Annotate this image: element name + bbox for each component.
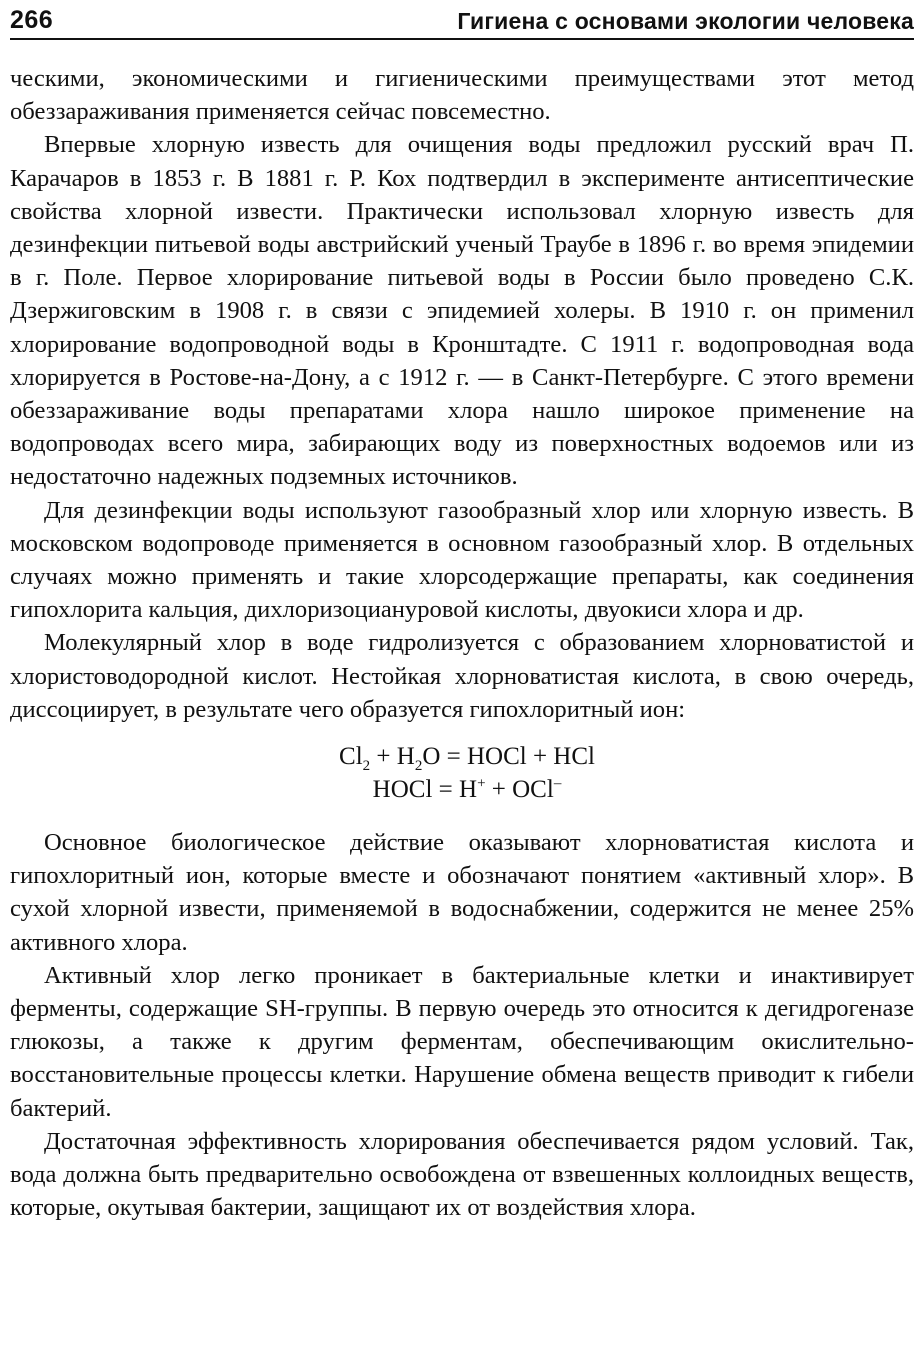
paragraph-history: Впервые хлорную известь для очищения воды предложил русский врач П. Карачаров в 1853 г. В 1881 г. Р. Кох подтвердил в эксперименте антисептические свойства хлорной извести. Практически использовал хлорную известь для дезинфекции питьевой воды австрийский ученый Траубе в 1896 г. во время эпидемии в г. Поле. Первое хлорирование питьевой воды в России было проведено С.К. Дзержиговским в 1908 г. в связи с эпидемией холеры. В 1910 г. он применил хлорирование водопроводной воды в Кронштадте. С 1911 г. водопроводная вода хлорируется в Ростове-на-Дону, а с 1912 г. — в Санкт-Петербурге. С этого времени обеззараживание воды препаратами хлора нашло широкое применение на водопроводах всего мира, забирающих воду из поверхностных водоемов или из недостаточно надежных подземных источников. — [10, 131, 914, 491]
paragraph-hydrolysis: Молекулярный хлор в воде гидролизуется с образованием хлорноватистой и хлористоводородной кислот. Нестойкая хлорноватистая кислота, в свою очередь, диссоциирует, в результате чего образуется гипохлоритный ион: — [10, 629, 914, 723]
eq1-cl: Cl — [339, 743, 363, 771]
page-header — [10, 6, 914, 40]
eq1-h-subscript: 2 — [414, 758, 423, 775]
eq2-h-superscript: + — [477, 775, 486, 792]
paragraph-mechanism: Активный хлор легко проникает в бактериальные клетки и инактивирует ферменты, содержащие SH-группы. В первую очередь это относится к дегидрогеназе глюкозы, а также к другим ферментам, обеспечивающим окислительно-восстановительные процессы клетки. Нарушение обмена веществ приводит к гибели бактерий. — [10, 961, 914, 1122]
paragraph-active-chlorine: Основное биологическое действие оказывают хлорноватистая кислота и гипохлоритный ион, которые вместе и обозначают понятием «активный хлор». В сухой хлорной извести, применяемой в водоснабжении, содержится не менее 25% активного хлора. — [10, 829, 914, 956]
book-page — [10, 6, 914, 1225]
chemical-equations — [10, 740, 914, 806]
eq2-lhs: HOCl = H — [372, 776, 478, 804]
paragraph-continuation: ческими, экономическими и гигиеническими преимуществами этот метод обеззараживания применяется сейчас повсеместно. — [10, 65, 914, 126]
eq1-rest: O = HOCl + HCl — [422, 743, 595, 771]
eq2-ocl-superscript: – — [553, 775, 562, 792]
paragraph-disinfectants: Для дезинфекции воды используют газообразный хлор или хлорную известь. В московском водопроводе применяется в основном газообразный хлор. В отдельных случаях можно применять и такие хлорсодержащие препараты, как соединения гипохлорита кальция, дихлоризоциануровой кислоты, двуокиси хлора и др. — [10, 496, 914, 624]
paragraph-conditions: Достаточная эффективность хлорирования обеспечивается рядом условий. Так, вода должна быть предварительно освобождена от взвешенных коллоидных веществ, которые, окутывая бактерии, защищают их от воздействия хлора. — [10, 1127, 914, 1222]
equation-dissociation — [20, 773, 914, 806]
equation-hydrolysis — [20, 740, 914, 773]
eq1-cl-subscript: 2 — [362, 758, 371, 775]
eq2-mid: + OCl — [485, 776, 554, 804]
page-body — [10, 62, 914, 1225]
running-title: Гигиена с основами экологии человека — [457, 8, 914, 34]
eq1-plus-h: + H — [370, 743, 415, 771]
page-number: 266 — [10, 6, 54, 34]
